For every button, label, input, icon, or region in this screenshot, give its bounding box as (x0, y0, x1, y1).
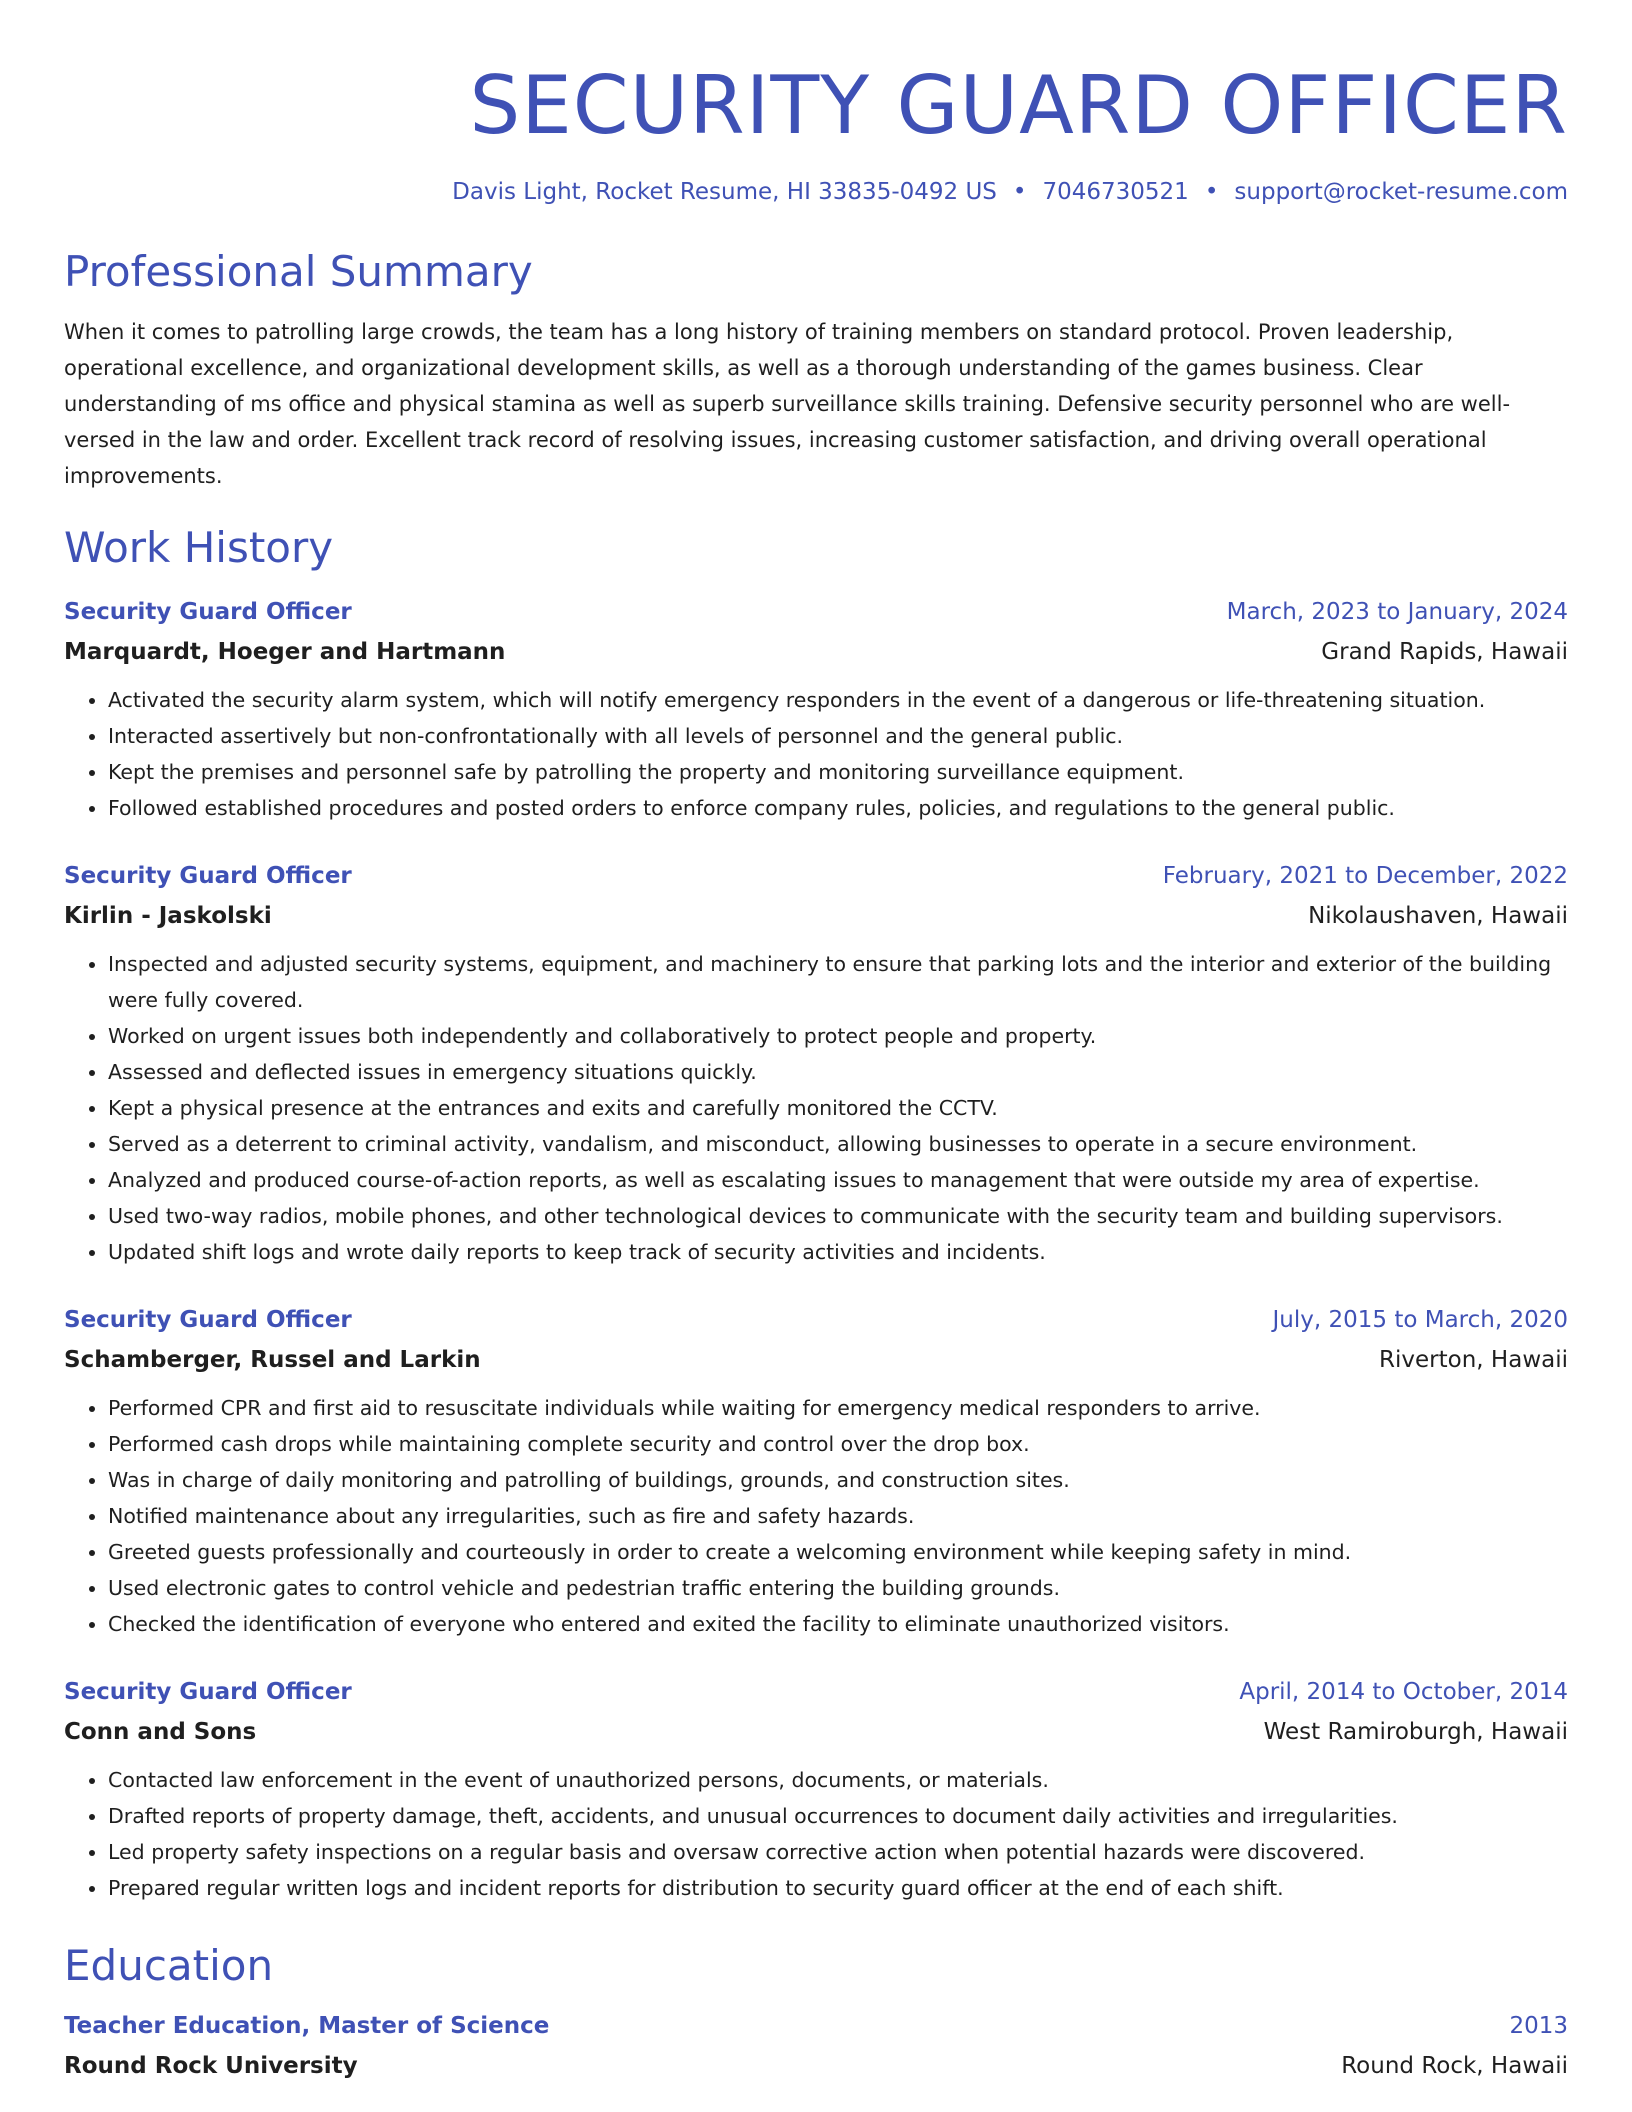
education-entry (64, 2006, 1568, 2086)
job-bullet: • Worked on urgent issues both independently and collaboratively to protect people and property. (108, 1018, 1568, 1054)
education-heading: Education (64, 1941, 274, 1990)
resume-page (64, 0, 1568, 2086)
job-bullet: • Served as a deterrent to criminal activity, vandalism, and misconduct, allowing businesses to operate in a secure environment. (108, 1126, 1568, 1162)
job-entry (64, 592, 1568, 826)
job-bullets (64, 1390, 1568, 1642)
job-title: Security Guard Officer (64, 599, 352, 625)
job-bullet: • Performed cash drops while maintaining complete security and control over the drop box. (108, 1426, 1568, 1462)
job-bullets (64, 682, 1568, 826)
job-bullets (64, 946, 1568, 1270)
job-entry (64, 1300, 1568, 1642)
job-bullet: • Kept the premises and personnel safe by patrolling the property and monitoring surveillance equipment. (108, 754, 1568, 790)
job-entry (64, 1672, 1568, 1906)
job-bullet: • Used electronic gates to control vehicle and pedestrian traffic entering the building grounds. (108, 1570, 1568, 1606)
job-bullet: • Led property safety inspections on a regular basis and oversaw corrective action when potential hazards were discovered. (108, 1834, 1568, 1870)
job-location: Riverton, Hawaii (1379, 1347, 1568, 1373)
job-bullet: • Activated the security alarm system, which will notify emergency responders in the event of a dangerous or life-threatening situation. (108, 682, 1568, 718)
job-location: West Ramiroburgh, Hawaii (1263, 1719, 1568, 1745)
job-dates: July, 2015 to March, 2020 (1272, 1307, 1568, 1333)
job-bullet: • Drafted reports of property damage, theft, accidents, and unusual occurrences to document daily activities and irregularities. (108, 1798, 1568, 1834)
summary-heading: Professional Summary (64, 247, 533, 296)
job-bullet: • Updated shift logs and wrote daily reports to keep track of security activities and incidents. (108, 1234, 1568, 1270)
job-location: Nikolaushaven, Hawaii (1308, 903, 1568, 929)
job-bullet: • Contacted law enforcement in the event of unauthorized persons, documents, or materials. (108, 1762, 1568, 1798)
resume-name: SECURITY GUARD OFFICER (469, 59, 1568, 152)
job-bullet: • Performed CPR and first aid to resuscitate individuals while waiting for emergency medical responders to arrive. (108, 1390, 1568, 1426)
job-location: Grand Rapids, Hawaii (1321, 639, 1568, 665)
job-title: Security Guard Officer (64, 863, 352, 889)
education-degree: Teacher Education, Master of Science (64, 2013, 550, 2039)
job-bullet: • Kept a physical presence at the entrances and exits and carefully monitored the CCTV. (108, 1090, 1568, 1126)
job-dates: February, 2021 to December, 2022 (1162, 863, 1568, 889)
contact-email: support@rocket-resume.com (1234, 179, 1568, 205)
job-company: Schamberger, Russel and Larkin (64, 1347, 481, 1373)
job-company: Conn and Sons (64, 1719, 257, 1745)
contact-phone: 7046730521 (1042, 179, 1189, 205)
education-year: 2013 (1509, 2013, 1568, 2039)
job-bullet: • Greeted guests professionally and courteously in order to create a welcoming environment while keeping safety in mind. (108, 1534, 1568, 1570)
job-dates: March, 2023 to January, 2024 (1226, 599, 1568, 625)
job-bullets (64, 1762, 1568, 1906)
summary-text: When it comes to patrolling large crowds, the team has a long history of training members on standard protocol. Proven leadership, operational excellence, and organizational development skills, as well as a thorough understanding of the games business. Clear understanding of ms office and physical stamina as well as superb surveillance skills training. Defensive security personnel who are well-versed in the law and order. Excellent track record of resolving issues, increasing customer satisfaction, and driving overall operational improvements. (64, 320, 1511, 488)
job-bullet: • Followed established procedures and posted orders to enforce company rules, policies, and regulations to the general public. (108, 790, 1568, 826)
job-company: Marquardt, Hoeger and Hartmann (64, 639, 506, 665)
job-bullet: • Analyzed and produced course-of-action reports, as well as escalating issues to management that were outside my area of expertise. (108, 1162, 1568, 1198)
job-bullet: • Notified maintenance about any irregularities, such as fire and safety hazards. (108, 1498, 1568, 1534)
contact-separator: • (1204, 179, 1219, 205)
job-entry (64, 856, 1568, 1270)
work-history-heading: Work History (64, 523, 334, 572)
job-bullet: • Used two-way radios, mobile phones, and other technological devices to communicate with the security team and building supervisors. (108, 1198, 1568, 1234)
contact-address: Davis Light, Rocket Resume, HI 33835-0492 US (452, 179, 997, 205)
job-bullet: • Inspected and adjusted security systems, equipment, and machinery to ensure that parking lots and the interior and exterior of the building were fully covered. (108, 946, 1568, 1018)
education-location: Round Rock, Hawaii (1341, 2053, 1568, 2079)
job-title: Security Guard Officer (64, 1679, 352, 1705)
contact-separator: • (1012, 179, 1027, 205)
job-bullet: • Interacted assertively but non-confrontationally with all levels of personnel and the general public. (108, 718, 1568, 754)
job-bullet: • Assessed and deflected issues in emergency situations quickly. (108, 1054, 1568, 1090)
job-title: Security Guard Officer (64, 1307, 352, 1333)
job-company: Kirlin - Jaskolski (64, 903, 272, 929)
job-bullet: • Was in charge of daily monitoring and patrolling of buildings, grounds, and construction sites. (108, 1462, 1568, 1498)
job-dates: April, 2014 to October, 2014 (1239, 1679, 1568, 1705)
job-bullet: • Prepared regular written logs and incident reports for distribution to security guard officer at the end of each shift. (108, 1870, 1568, 1906)
education-school: Round Rock University (64, 2053, 358, 2079)
job-bullet: • Checked the identification of everyone who entered and exited the facility to eliminate unauthorized visitors. (108, 1606, 1568, 1642)
contact-line (64, 176, 1568, 208)
